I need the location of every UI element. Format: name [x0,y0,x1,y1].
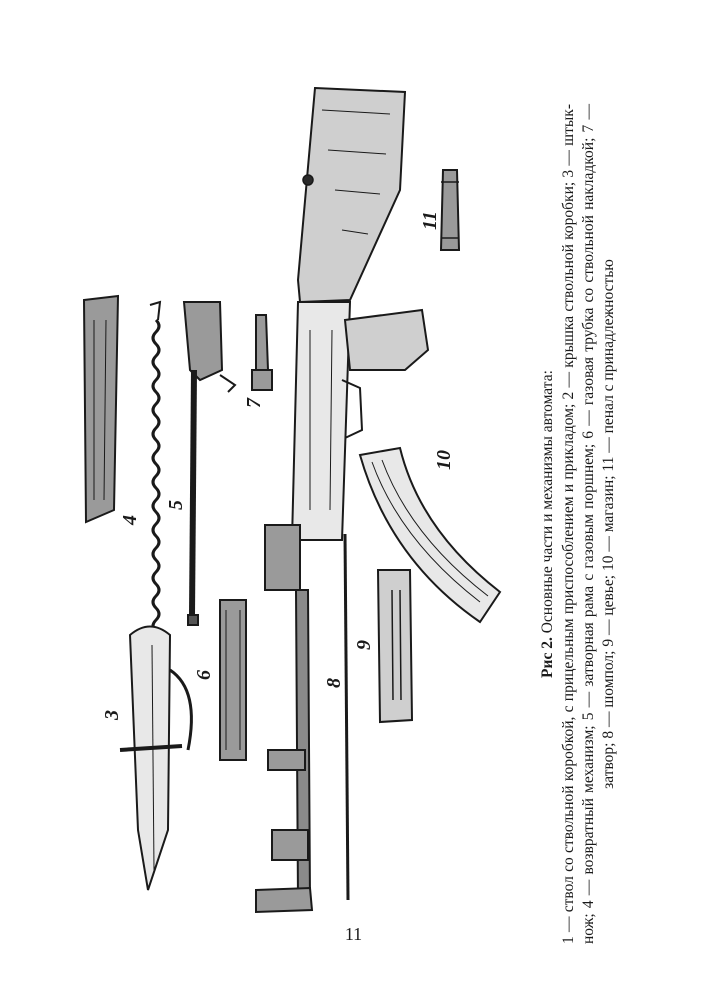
part-label-6: 6 [193,670,215,680]
caption-body: 1 — ствол со ствольной коробкой, с прицельным приспособлением и прикладом; 2 — крышка ствольной коробки; 3 — штык-нож; 4 — возвратный механизм; 5 — затворная рама с газовым поршнем; 6 — газовая трубка со ствольной накладкой; 7 — затвор; 8 — шомпол; 9 — цевье; 10 — магазин; 11 — пенал с принадлежностью [560,104,617,944]
figure-label: Рис 2. [539,637,556,678]
part-label-8: 8 [323,678,345,688]
bolt-part-7 [252,315,272,390]
bayonet-part-3 [120,627,191,891]
part-label-4: 4 [119,515,141,525]
receiver-cover-part-2 [84,296,118,522]
page-number: 11 [344,924,363,944]
recoil-spring-part-4 [150,302,160,632]
caption-heading [538,104,558,944]
bolt-carrier-part-5 [184,302,235,625]
part-label-9: 9 [353,640,375,650]
part-label-11: 11 [419,211,441,230]
figure-caption [538,104,628,944]
cleaning-rod-part-8 [345,534,348,900]
part-label-10: 10 [433,450,455,470]
part-label-7: 7 [243,398,265,408]
part-label-3: 3 [101,710,123,720]
figure-title: Основные части и механизмы автомата: [539,370,556,634]
weapon-parts-illustration [60,70,540,930]
lower-handguard-part-9 [378,570,412,722]
part-label-5: 5 [165,500,187,510]
gas-tube-part-6 [220,600,246,760]
accessory-case-part-11 [441,170,459,250]
